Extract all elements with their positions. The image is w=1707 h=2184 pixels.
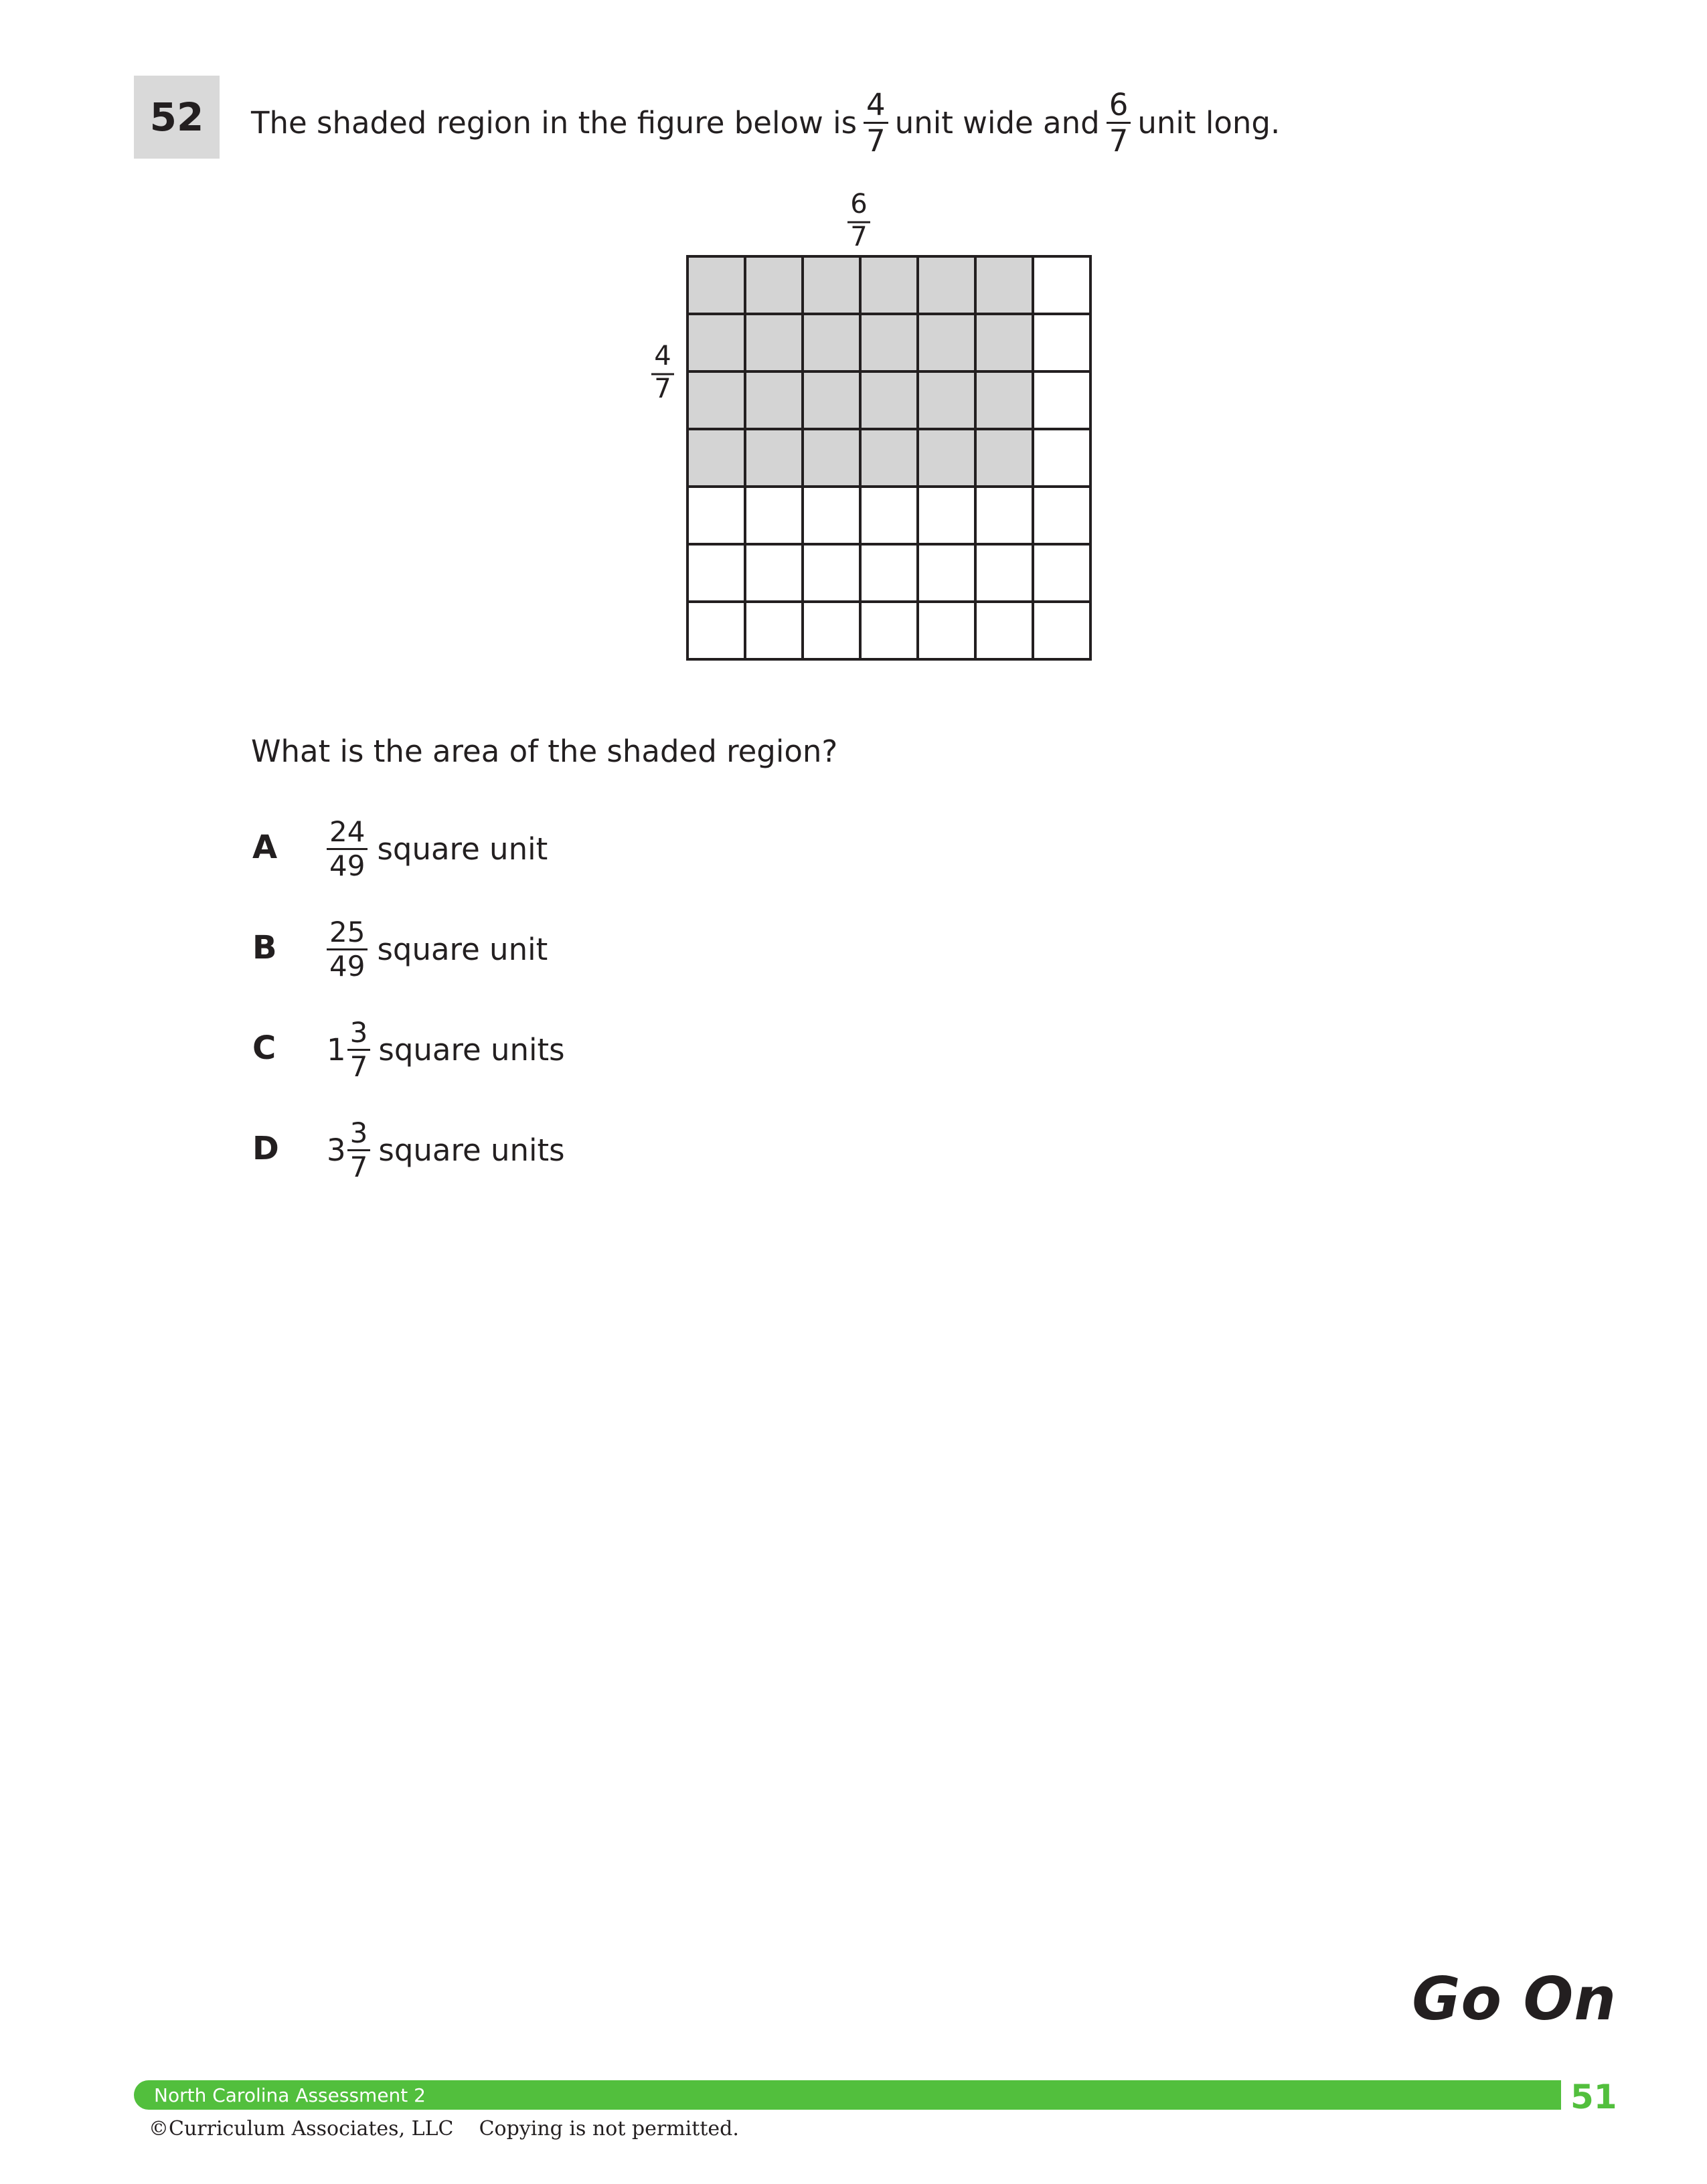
width-numerator: 4 xyxy=(864,90,888,124)
shaded-grid-cell xyxy=(918,314,975,371)
shaded-grid-cell xyxy=(860,371,918,429)
choice-d-letter: D xyxy=(252,1130,279,1167)
top-label-denominator: 7 xyxy=(850,222,868,252)
footer-bar xyxy=(134,2080,1561,2110)
length-numerator: 6 xyxy=(1107,90,1131,124)
choice-d-fraction xyxy=(347,1116,371,1183)
choice-c-option[interactable] xyxy=(327,1016,565,1083)
side-label-denominator: 7 xyxy=(654,373,671,404)
grid-cell xyxy=(745,487,803,544)
shaded-grid-cell xyxy=(975,256,1033,314)
grid-cell xyxy=(687,544,745,602)
shaded-grid-cell xyxy=(975,429,1033,487)
go-on-label: Go On xyxy=(1412,1964,1617,2033)
shaded-grid-cell xyxy=(745,429,803,487)
grid-cell xyxy=(687,602,745,659)
grid-cell xyxy=(918,602,975,659)
side-fraction-label xyxy=(651,341,674,404)
shaded-grid-cell xyxy=(745,371,803,429)
side-label-numerator: 4 xyxy=(654,341,671,371)
copyright-notice: ©Curriculum Associates, LLC Copying is not permitted. xyxy=(149,2117,739,2140)
choice-a-unit: square unit xyxy=(377,831,548,867)
shaded-grid-cell xyxy=(860,429,918,487)
choice-a-denominator: 49 xyxy=(329,849,365,882)
shaded-grid-cell xyxy=(803,256,860,314)
choice-c-whole: 1 xyxy=(327,1032,346,1068)
shaded-grid-cell xyxy=(975,314,1033,371)
question-intro-end: unit long. xyxy=(1137,104,1281,141)
grid-cell xyxy=(975,544,1033,602)
choice-c-numerator: 3 xyxy=(347,1019,371,1051)
shaded-grid-cell xyxy=(975,371,1033,429)
grid-cell xyxy=(745,602,803,659)
choice-a-numerator: 24 xyxy=(327,818,368,850)
grid-cell xyxy=(803,544,860,602)
grid-cell xyxy=(1033,371,1090,429)
grid-cell xyxy=(745,544,803,602)
grid-cell xyxy=(687,487,745,544)
grid-cell xyxy=(803,487,860,544)
question-intro-middle: unit wide and xyxy=(894,104,1100,141)
grid-cell xyxy=(918,487,975,544)
choice-c-unit: square units xyxy=(378,1032,565,1068)
grid-cell xyxy=(860,544,918,602)
top-fraction-label xyxy=(847,189,870,252)
grid-cells xyxy=(687,256,1090,659)
choice-a-fraction xyxy=(327,815,368,882)
grid-cell xyxy=(803,602,860,659)
assessment-title: North Carolina Assessment 2 xyxy=(154,2084,426,2106)
shaded-grid-cell xyxy=(745,314,803,371)
choice-a-option[interactable] xyxy=(327,815,548,882)
choice-b-denominator: 49 xyxy=(329,950,365,983)
grid-cell xyxy=(860,602,918,659)
choice-a-letter: A xyxy=(252,829,278,866)
shaded-grid-cell xyxy=(860,314,918,371)
grid-cell xyxy=(860,487,918,544)
top-label-numerator: 6 xyxy=(850,189,868,220)
page-number: 51 xyxy=(1570,2078,1617,2116)
choice-d-whole: 3 xyxy=(327,1132,346,1168)
choice-d-numerator: 3 xyxy=(347,1119,371,1151)
shaded-grid-cell xyxy=(803,429,860,487)
grid-cell xyxy=(1033,602,1090,659)
grid-cell xyxy=(1033,256,1090,314)
choice-d-unit: square units xyxy=(378,1132,565,1168)
question-number: 52 xyxy=(134,76,220,159)
grid-cell xyxy=(1033,487,1090,544)
shaded-grid-cell xyxy=(918,429,975,487)
question-intro-start: The shaded region in the figure below is xyxy=(251,104,858,141)
choice-b-unit: square unit xyxy=(377,932,548,967)
grid-cell xyxy=(918,544,975,602)
shaded-grid-cell xyxy=(745,256,803,314)
grid-cell xyxy=(1033,544,1090,602)
grid-cell xyxy=(975,602,1033,659)
prompt-text: What is the area of the shaded region? xyxy=(251,733,838,769)
choice-d-denominator: 7 xyxy=(349,1151,368,1183)
choice-b-letter: B xyxy=(252,929,277,967)
choice-d-option[interactable] xyxy=(327,1116,565,1183)
shaded-grid-cell xyxy=(918,256,975,314)
shaded-grid-cell xyxy=(687,314,745,371)
shaded-grid-cell xyxy=(803,314,860,371)
shaded-grid-cell xyxy=(687,371,745,429)
choice-c-fraction xyxy=(347,1016,371,1083)
grid-cell xyxy=(1033,314,1090,371)
grid-cell xyxy=(975,487,1033,544)
choice-b-numerator: 25 xyxy=(327,918,368,950)
choice-c-denominator: 7 xyxy=(349,1050,368,1083)
grid-cell xyxy=(1033,429,1090,487)
choice-c-letter: C xyxy=(252,1029,276,1067)
choice-b-fraction xyxy=(327,918,368,981)
length-denominator: 7 xyxy=(1109,122,1129,159)
shaded-grid-cell xyxy=(860,256,918,314)
shaded-grid-cell xyxy=(918,371,975,429)
width-denominator: 7 xyxy=(866,122,886,159)
shaded-grid-cell xyxy=(687,256,745,314)
shaded-grid-cell xyxy=(803,371,860,429)
shaded-grid-cell xyxy=(687,429,745,487)
choice-b-option[interactable] xyxy=(327,918,548,981)
shaded-grid-figure xyxy=(0,0,1707,736)
